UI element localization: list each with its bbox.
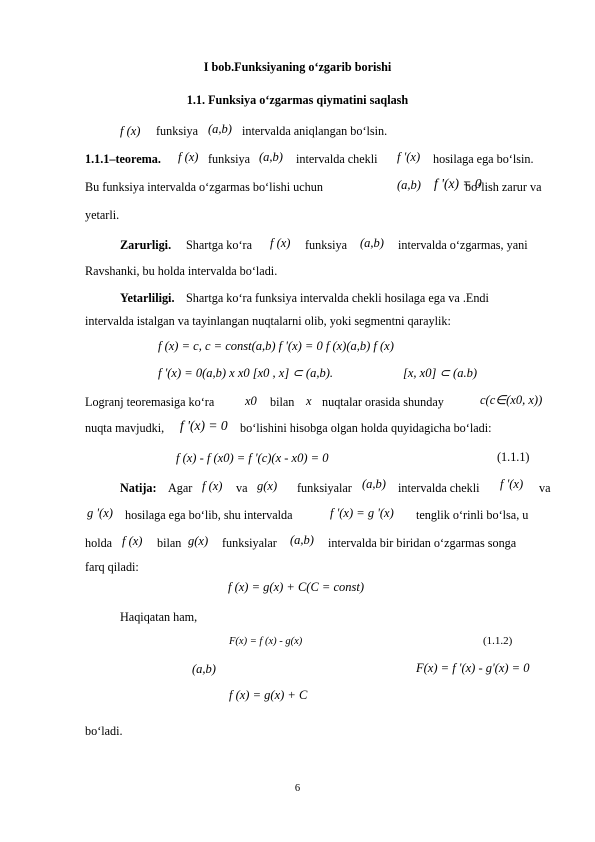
lagrange-x: x [306,394,312,408]
sufficiency-line-2: intervalda istalgan va tayinlangan nuqtalarni olib, yoki segmentni qaraylik: [85,314,451,328]
sufficiency-label: Yetarliligi. [120,291,175,305]
theorem-text-2: intervalda chekli [296,152,378,166]
result-line-4: farq qiladi: [85,560,139,574]
lagrange-line-2-condition: f '(x) = 0 [180,418,228,433]
necessity-interval: (a,b) [360,236,384,250]
result-line-3-a: holda [85,536,113,550]
result-label: Natija: [120,481,157,495]
necessity-text-1: Shartga ko‘ra [186,238,252,252]
result-formula: f (x) = g(x) + C(C = const) [228,580,365,594]
theorem-line-2-interval: (a,b) [397,178,421,192]
result-text-1: Agar [168,481,193,495]
result-line-3-c: funksiyalar [222,536,277,550]
result-line-3-b: bilan [157,536,182,550]
sufficiency-text-1: Shartga ko‘ra funksiya intervalda chekli hosilaga ega va .Endi [186,291,489,305]
intro-f-x: f (x) [120,124,141,138]
result-text-4: intervalda chekli [398,481,480,495]
theorem-line-3: yetarli. [85,208,120,222]
result-f-x: f (x) [202,479,223,493]
lagrange-equation: f (x) - f (x0) = f '(c)(x - x0) = 0 [176,451,329,465]
result-line-2: hosilaga ega bo‘lib, shu intervalda [125,508,293,522]
intro-text-1: funksiya [156,124,198,138]
necessity-f-x: f (x) [270,236,291,250]
necessity-line-2: Ravshanki, bu holda intervalda bo‘ladi. [85,264,278,278]
result-f-prime: f '(x) [500,477,524,491]
lagrange-line-2-end: bo‘lishini hisobga olgan holda quyidagicha bo‘ladi: [240,421,492,435]
result-interval: (a,b) [362,477,386,491]
section-title: 1.1. Funksiya o‘zgarmas qiymatini saqlash [186,93,409,107]
result-line-3-f: f (x) [122,534,143,548]
sufficiency-formula-2b: [x, x0] ⊂ (a.b) [403,366,477,380]
lagrange-text-1: Logranj teoremasiga ko‘ra [85,395,215,409]
result-line-2-equation: f '(x) = g '(x) [330,506,394,520]
result-text-5: va [539,481,551,495]
chapter-title: I bob.Funksiyaning o‘zgarib borishi [203,60,392,74]
lagrange-text-2: bilan [270,395,295,409]
result-g-x: g(x) [257,479,278,493]
proof-equation-number: (1.1.2) [483,635,513,647]
lagrange-text-3: nuqtalar orasida shunday [322,395,444,409]
proof-interval: (a,b) [192,662,216,676]
proof-formula-3: f (x) = g(x) + C [229,688,308,702]
theorem-line-2-condition: f '(x) = 0 [434,176,482,191]
result-line-2-end: tenglik o‘rinli bo‘lsa, u [416,508,529,522]
result-line-3-interval: (a,b) [290,533,314,547]
sufficiency-formula-2a: f '(x) = 0(a,b) x x0 [x0 , x] ⊂ (a,b). [158,366,333,380]
proof-text: Haqiqatan ham, [120,610,198,624]
sufficiency-formula-1: f (x) = c, c = const(a,b) f '(x) = 0 f (x)(a,b) f (x) [158,339,394,353]
result-g-prime: g '(x) [87,506,113,520]
necessity-text-3: intervalda o‘zgarmas, yani [398,238,528,252]
lagrange-line-2: nuqta mavjudki, [85,421,165,435]
result-line-3-g: g(x) [188,534,209,548]
theorem-text-1: funksiya [208,152,250,166]
page-number: 6 [294,783,301,794]
theorem-interval: (a,b) [259,150,283,164]
proof-formula-2: F(x) = f '(x) - g'(x) = 0 [416,661,530,675]
lagrange-c-expression: c(c∈(x0, x)) [480,393,543,407]
theorem-line-2: Bu funksiya intervalda o‘zgarmas bo‘lishi uchun [85,180,323,194]
necessity-text-2: funksiya [305,238,347,252]
lagrange-x0: x0 [245,394,257,408]
result-text-2: va [236,481,248,495]
necessity-label: Zarurligi. [120,238,172,252]
theorem-line-2-end: bo‘lish zarur va [465,180,542,194]
lagrange-equation-number: (1.1.1) [497,450,530,464]
theorem-text-3: hosilaga ega bo‘lsin. [433,152,534,166]
intro-interval: (a,b) [208,122,232,136]
proof-ending: bo‘ladi. [85,724,123,738]
theorem-f-x: f (x) [178,150,199,164]
theorem-f-prime: f '(x) [397,150,421,164]
intro-text-2: intervalda aniqlangan bo‘lsin. [242,124,388,138]
result-line-3-d: intervalda bir biridan o‘zgarmas songa [328,536,517,550]
proof-formula-1: F(x) = f (x) - g(x) [229,636,303,647]
theorem-label: 1.1.1–teorema. [85,152,161,166]
result-text-3: funksiyalar [297,481,352,495]
